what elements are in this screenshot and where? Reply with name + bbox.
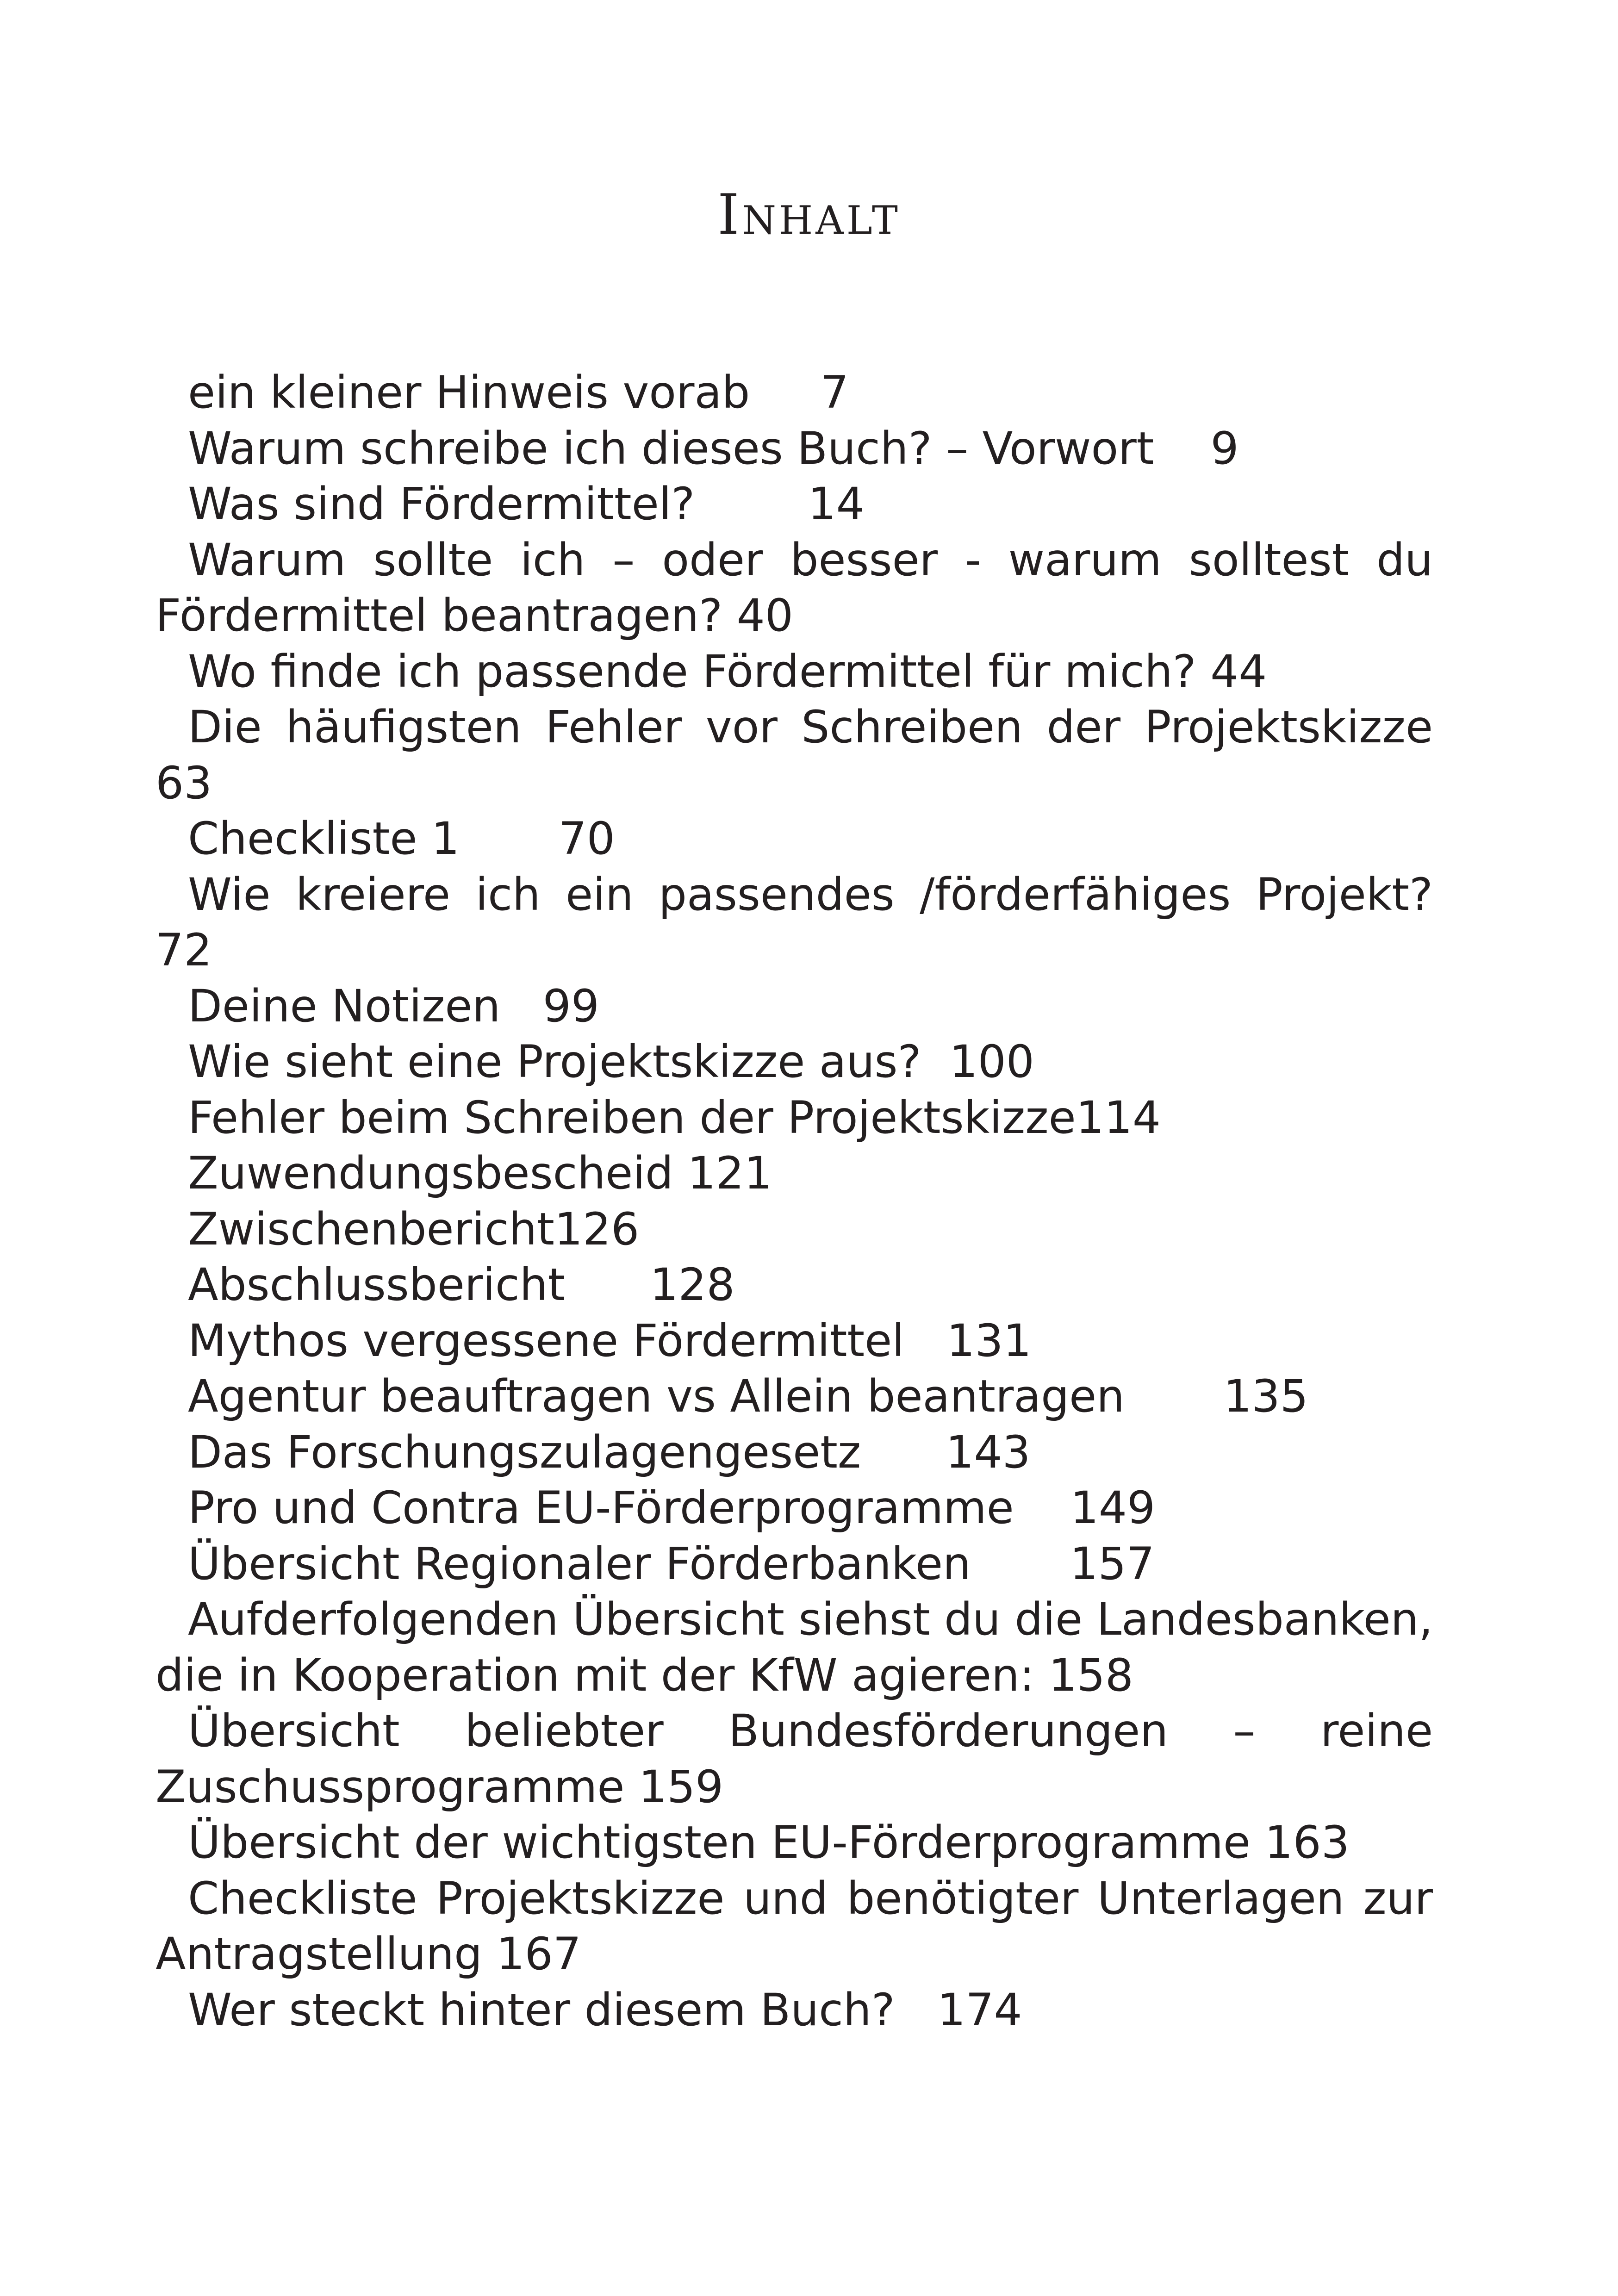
- toc-entry-page: 159: [639, 1761, 724, 1813]
- toc-entry-page: 100: [949, 1036, 1034, 1088]
- toc-entry: [156, 476, 1433, 532]
- page-title: Inhalt: [717, 183, 901, 247]
- toc-entry: [156, 1536, 1433, 1592]
- toc-entry-title: Fehler beim Schreiben der Projektskizze: [188, 1091, 1076, 1144]
- toc-entry-title: Checkliste 1: [188, 813, 460, 865]
- toc-entry: [156, 1425, 1433, 1481]
- toc-entry-title: Übersicht der wichtigsten EU-Förderprogramme: [188, 1817, 1251, 1868]
- toc-entry: [156, 532, 1433, 644]
- toc-entry-title: Zwischenbericht: [188, 1203, 554, 1255]
- toc-entry-title: ein kleiner Hinweis vorab: [188, 367, 750, 418]
- toc-entry-page: 149: [1070, 1482, 1156, 1534]
- toc-entry-page: 7: [820, 367, 849, 418]
- toc-entry-title: Zuwendungsbescheid: [188, 1147, 673, 1199]
- toc-entry: [156, 421, 1433, 477]
- toc-entry-title: Deine Notizen: [188, 980, 501, 1032]
- toc-entry: [156, 978, 1433, 1034]
- toc-entry-page: 9: [1210, 422, 1239, 474]
- toc-entry: [156, 699, 1433, 811]
- toc-entry-page: 158: [1048, 1649, 1133, 1701]
- toc-entry: [156, 1313, 1433, 1369]
- toc-entry: [156, 867, 1433, 978]
- toc-entry: [156, 1201, 1433, 1257]
- toc-entry-title: Mythos vergessene Fördermittel: [188, 1314, 904, 1367]
- table-of-contents: [156, 365, 1433, 2038]
- toc-entry-title: Wo finde ich passende Fördermittel für mich?: [188, 645, 1196, 697]
- toc-entry: [156, 1145, 1433, 1201]
- toc-entry-title: Was sind Fördermittel?: [188, 478, 695, 530]
- toc-entry-title: Aufderfolgenden Übersicht siehst du die Landesbanken, die in Kooperation mit der KfW agieren:: [156, 1593, 1433, 1701]
- toc-entry-page: 157: [1070, 1537, 1155, 1590]
- toc-entry-page: 99: [542, 980, 599, 1032]
- toc-entry-page: 121: [687, 1147, 772, 1199]
- toc-entry: [156, 1480, 1433, 1536]
- toc-entry-title: Übersicht beliebter Bundesförderungen – reine Zuschussprogramme: [156, 1705, 1433, 1813]
- toc-entry-title: Abschlussbericht: [188, 1259, 566, 1311]
- toc-entry-page: 72: [156, 924, 212, 976]
- toc-entry: [156, 1592, 1433, 1703]
- toc-entry: [156, 1369, 1433, 1425]
- toc-entry-page: 126: [554, 1203, 640, 1255]
- toc-entry-title: Warum schreibe ich dieses Buch? – Vorwort: [188, 422, 1154, 474]
- toc-entry-title: Wie kreiere ich ein passendes /förderfähiges Projekt?: [188, 868, 1433, 921]
- toc-entry-page: 114: [1076, 1091, 1161, 1144]
- toc-entry-title: Wer steckt hinter diesem Buch?: [188, 1984, 895, 2036]
- toc-entry-page: 143: [946, 1426, 1031, 1478]
- toc-entry-page: 167: [496, 1928, 581, 1980]
- toc-entry-page: 70: [558, 813, 615, 865]
- toc-entry-title: Checkliste Projektskizze und benötigter Unterlagen zur Antragstellung: [156, 1872, 1433, 1980]
- toc-entry: [156, 1815, 1433, 1871]
- toc-entry-title: Wie sieht eine Projektskizze aus?: [188, 1036, 921, 1088]
- toc-entry-page: 63: [156, 757, 212, 809]
- toc-entry-page: 163: [1264, 1817, 1350, 1868]
- toc-entry-title: Pro und Contra EU-Förderprogramme: [188, 1482, 1014, 1534]
- toc-entry-page: 131: [946, 1314, 1032, 1367]
- toc-entry: [156, 1034, 1433, 1090]
- toc-entry: [156, 1871, 1433, 1982]
- toc-entry: [156, 1090, 1433, 1146]
- toc-entry: [156, 1703, 1433, 1815]
- toc-entry-title: Die häufigsten Fehler vor Schreiben der Projektskizze: [188, 701, 1433, 753]
- toc-entry: [156, 1257, 1433, 1313]
- toc-entry-page: 128: [650, 1259, 735, 1311]
- toc-entry: [156, 1982, 1433, 2038]
- toc-entry-title: Das Forschungszulagengesetz: [188, 1426, 861, 1478]
- toc-entry-title: Agentur beauftragen vs Allein beantragen: [188, 1370, 1125, 1422]
- toc-entry-page: 135: [1223, 1370, 1308, 1422]
- toc-entry: [156, 365, 1433, 421]
- toc-entry-page: 40: [736, 590, 793, 641]
- toc-entry-title: Warum sollte ich – oder besser - warum solltest du Fördermittel beantragen?: [156, 534, 1433, 641]
- toc-entry-page: 14: [808, 478, 865, 530]
- toc-entry-page: 174: [937, 1984, 1022, 2036]
- toc-entry-page: 44: [1210, 645, 1267, 697]
- toc-entry: [156, 644, 1433, 700]
- toc-entry: [156, 811, 1433, 867]
- toc-entry-title: Übersicht Regionaler Förderbanken: [188, 1537, 971, 1590]
